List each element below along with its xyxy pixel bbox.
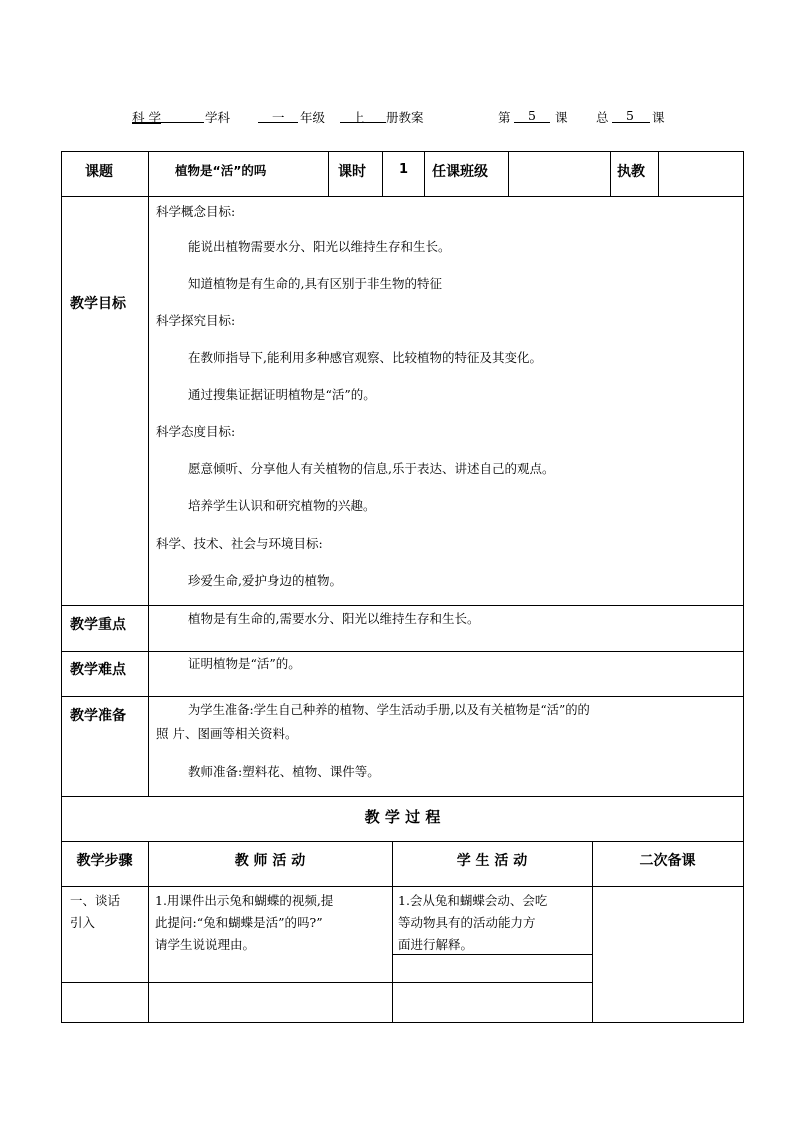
difficulties-label: 教学难点 [70,662,126,678]
lesson-unit: 课 [555,110,568,125]
class-label: 任课班级 [432,164,488,180]
teacher-activity: 1.用课件出示兔和蝴蝶的视频,提 [155,893,334,908]
teacher-label: 执教 [617,164,645,180]
objective-line: 知道植物是有生命的,具有区别于非生物的特征 [188,276,442,291]
preparation-line-2: 照 片、图画等相关资料。 [156,726,298,741]
topic-label: 课题 [85,164,113,180]
step-text: 一、谈话 [70,893,121,908]
objective-line: 科学态度目标: [156,424,236,439]
objective-line: 愿意倾听、分享他人有关植物的信息,乐于表达、讲述自己的观点。 [188,461,555,476]
process-title: 教 学 过 程 [364,808,441,826]
teacher-activity: 此提问:“兔和蝴蝶是活”的吗?” [155,915,323,930]
col-student-header: 学 生 活 动 [456,853,528,869]
col-notes-header: 二次备课 [639,853,696,869]
subject-value: 科 学 [132,110,161,125]
student-activity: 等动物具有的活动能力方 [398,915,536,930]
topic-value: 植物是“活”的吗 [175,163,267,178]
difficulties-text: 证明植物是“活”的。 [188,656,301,671]
grade-value: 一 [272,110,285,125]
student-activity: 1.会从兔和蝴蝶会动、会吃 [398,893,548,908]
step-text: 引入 [70,915,96,930]
key-points-text: 植物是有生命的,需要水分、阳光以维持生存和生长。 [188,611,480,626]
objective-line: 培养学生认识和研究植物的兴趣。 [188,498,376,513]
lesson-no: 5 [528,108,536,123]
document-header [0,108,794,128]
objective-line: 科学概念目标: [156,204,236,219]
key-points-label: 教学重点 [70,617,126,633]
grade-suffix: 年级 [300,110,326,125]
objective-line: 科学、技术、社会与环境目标: [156,536,323,551]
student-activity: 面进行解释。 [398,937,474,952]
teacher-activity: 请学生说说理由。 [155,937,256,952]
objective-line: 能说出植物需要水分、阳光以维持生存和生长。 [188,239,451,254]
total-no: 5 [626,108,634,123]
subject-underline [132,108,204,123]
objective-line: 珍爱生命,爱护身边的植物。 [188,573,342,588]
subject-suffix: 学科 [205,110,231,125]
total-unit: 课 [652,110,665,125]
volume-value: 上 [352,110,365,125]
col-teacher-header: 教 师 活 动 [234,853,306,869]
period-label: 课时 [338,164,366,180]
total-prefix: 总 [596,110,609,125]
objective-line: 在教师指导下,能利用多种感官观察、比较植物的特征及其变化。 [188,350,542,365]
lesson-prefix: 第 [498,110,511,125]
col-step-header: 教学步骤 [76,853,133,869]
preparation-line-1: 为学生准备:学生自己种养的植物、学生活动手册,以及有关植物是“活”的的 [188,703,590,717]
volume-suffix: 册教案 [386,110,424,125]
period-value: 1 [399,162,409,177]
objective-line: 科学探究目标: [156,313,236,328]
preparation-label: 教学准备 [70,708,126,724]
objective-line: 通过搜集证据证明植物是“活”的。 [188,387,376,402]
preparation-line-3: 教师准备:塑料花、植物、课件等。 [188,764,380,779]
objectives-label: 教学目标 [70,296,126,312]
